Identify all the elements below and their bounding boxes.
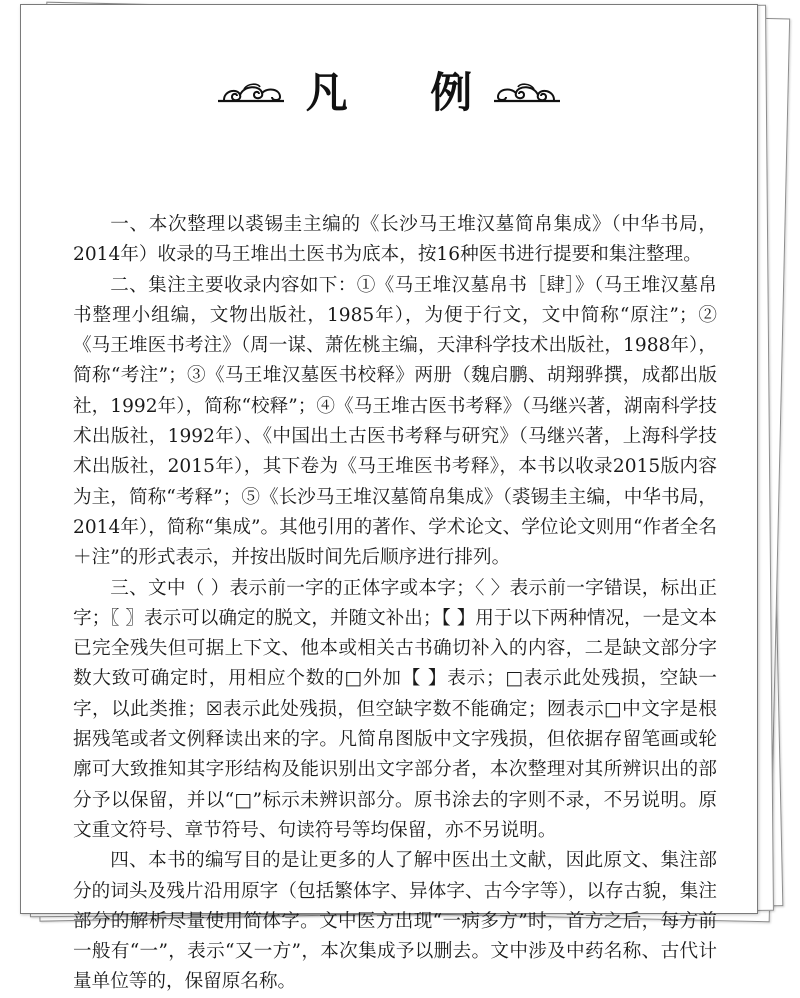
- paragraph-2: 二、集注主要收录内容如下：①《马王堆汉墓帛书［肆］》（马王堆汉墓帛书整理小组编，文物出版社，1985年），为便于行文，文中简称“原注”；②《马王堆医书考注》（周一谋、萧佐桃主编，天津科学技术出版社，1988年），简称“考注”；③《马王堆汉墓医书校释》两册（魏启鹏、胡翔骅撰，成都出版社，1992年），简称“校释”；④《马王堆古医书考释》（马继兴著，湖南科学技术出版社，1992年）、《中国出土古医书考释与研究》（马继兴著，上海科学技术出版社，2015年），其下卷为《马王堆医书考释》，本书以收录2015版内容为主，简称“考释”；⑤《长沙马王堆汉墓简帛集成》（裘锡圭主编，中华书局，2014年），简称“集成”。其他引用的著作、学术论文、学位论文则用“作者全名＋注”的形式表示，并按出版时间先后顺序进行排列。: [73, 274, 717, 569]
- title-row: [21, 67, 757, 119]
- page-title: 凡 例: [305, 68, 507, 117]
- body-text: [73, 210, 717, 998]
- document-page: [20, 4, 758, 993]
- cloud-scroll-ornament-icon: [490, 79, 564, 107]
- paragraph-4: 四、本书的编写目的是让更多的人了解中医出土文献，因此原文、集注部分的词头及残片沿用原字（包括繁体字、异体字、古今字等），以存古貌，集注部分的解析尽量使用简体字。文中医方出现“一病多方”时，首方之后，每方前一般有“一”，表示“又一方”，本次集成予以删去。文中涉及中药名称、古代计量单位等的，保留原名称。: [73, 850, 717, 993]
- cloud-scroll-ornament-icon: [214, 79, 288, 107]
- paragraph-1: 一、本次整理以裘锡圭主编的《长沙马王堆汉墓简帛集成》（中华书局，2014年）收录的马王堆出土医书为底本，按16种医书进行提要和集注整理。: [73, 214, 717, 266]
- paragraph-3: 三、文中（ ）表示前一字的正体字或本字；〈 〉表示前一字错误，标出正字；〖 〗表示可以确定的脱文，并随文补出；【 】用于以下两种情况，一是文本已完全残失但可据上下文、他本或相关古书确切补入的内容，二是缺文部分字数大致可确定时，用相应个数的□外加【 】表示；□表示此处残损，空缺一字，以此类推；☒表示此处残损，但空缺字数不能确定；囫表示□中文字是根据残笔或者文例释读出来的字。凡简帛图版中文字残损，但依据存留笔画或轮廓可大致推知其字形结构及能识别出文字部分者，本次整理对其所辨识出的部分予以保留，并以“□”标示未辨识部分。原书涂去的字则不录，不另说明。原文重文符号、章节符号、句读符号等均保留，亦不另说明。: [73, 577, 718, 841]
